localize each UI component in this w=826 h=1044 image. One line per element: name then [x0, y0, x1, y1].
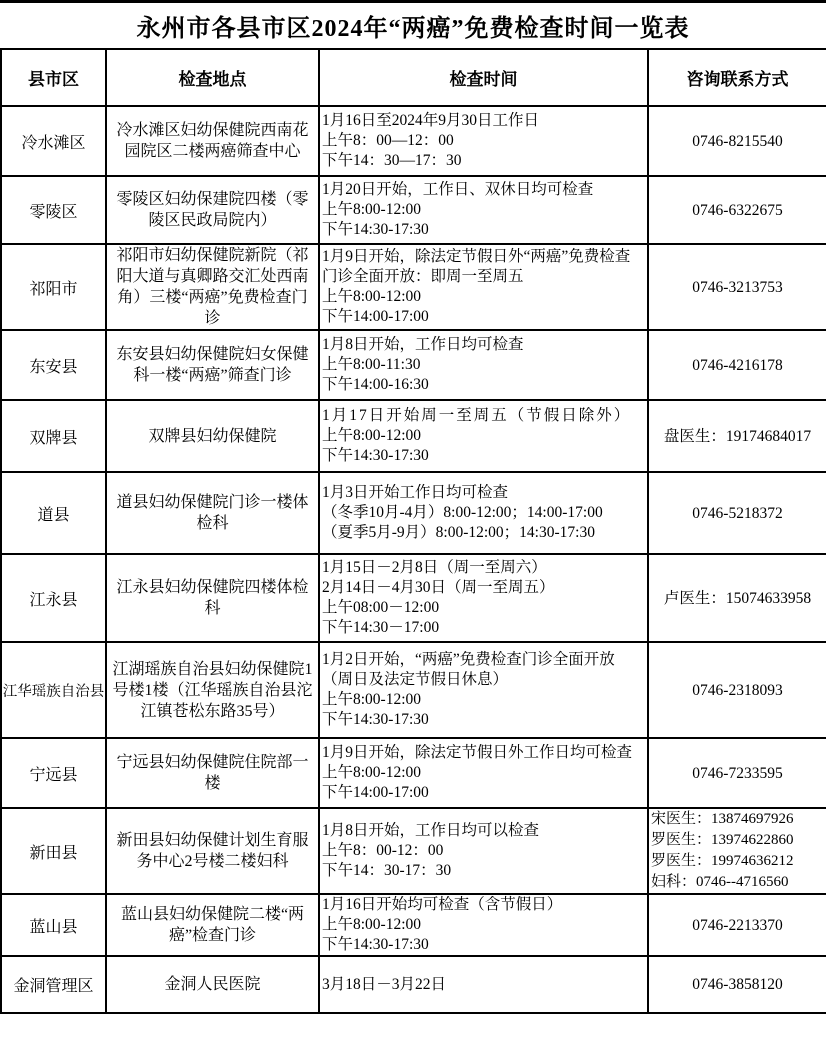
district-cell: 蓝山县	[1, 894, 106, 956]
location-cell: 双牌县妇幼保健院	[106, 400, 319, 472]
location-cell: 零陵区妇幼保建院四楼（零陵区民政局院内）	[106, 176, 319, 244]
table-row	[1, 956, 826, 1013]
contact-line: 0746-7233595	[692, 764, 783, 782]
table-row	[1, 472, 826, 554]
col-header-contact: 咨询联系方式	[648, 49, 826, 106]
time-cell	[319, 330, 648, 400]
district-cell: 零陵区	[1, 176, 106, 244]
contact-cell	[648, 642, 826, 738]
contact-cell	[648, 808, 826, 894]
table-row	[1, 554, 826, 642]
contact-cell	[648, 738, 826, 808]
contact-line: 0746-6322675	[692, 201, 783, 219]
table-row	[1, 808, 826, 894]
time-line: 1月16日至2024年9月30日工作日	[322, 112, 540, 129]
time-line: 下午14:30-17:30	[322, 447, 429, 464]
time-line: 1月17日开始周一至周五（节假日除外）	[322, 407, 632, 424]
time-line: 1月15日－2月8日（周一至周六）	[322, 559, 547, 576]
location-cell: 东安县妇幼保健院妇女保健科一楼“两癌”筛查门诊	[106, 330, 319, 400]
time-line: 上午8:00-12:00	[322, 691, 422, 708]
contact-line: 盘医生：19174684017	[663, 427, 812, 445]
time-cell	[319, 642, 648, 738]
district-cell: 新田县	[1, 808, 106, 894]
contact-cell	[648, 330, 826, 400]
location-cell: 祁阳市妇幼保健院新院（祁阳大道与真卿路交汇处西南角）三楼“两癌”免费检查门诊	[106, 244, 319, 330]
location-cell: 道县妇幼保健院门诊一楼体检科	[106, 472, 319, 554]
time-cell	[319, 894, 648, 956]
time-line: 下午14:30-17:30	[322, 936, 429, 953]
table-row	[1, 642, 826, 738]
time-line: 上午8:00-12:00	[322, 764, 422, 781]
time-line: 1月2日开始，“两癌”免费检查门诊全面开放（周日及法定节假日休息）	[322, 651, 615, 688]
contact-cell	[648, 106, 826, 176]
header-row	[1, 49, 826, 106]
contact-cell	[648, 894, 826, 956]
district-cell: 宁远县	[1, 738, 106, 808]
time-line: 1月8日开始，工作日均可以检查	[322, 822, 540, 839]
time-line: 1月20日开始，工作日、双休日均可检查	[322, 181, 594, 198]
time-line: （夏季5月-9月）8:00-12:00；14:30-17:30	[322, 524, 595, 541]
time-line: 上午8:00-12:00	[322, 916, 422, 933]
location-cell: 江湖瑶族自治县妇幼保健院1号楼1楼（江华瑶族自治县沱江镇苍松东路35号）	[106, 642, 319, 738]
time-cell	[319, 554, 648, 642]
contact-line: 0746-4216178	[692, 356, 783, 374]
contact-line: 卢医生：15074633958	[663, 589, 812, 607]
location-cell: 金洞人民医院	[106, 956, 319, 1013]
contact-line: 罗医生：19974636212	[651, 853, 794, 869]
contact-line: 0746-2318093	[692, 681, 783, 699]
district-cell: 金洞管理区	[1, 956, 106, 1013]
time-line: （冬季10月-4月）8:00-12:00；14:00-17:00	[322, 504, 603, 521]
time-line: 1月16日开始均可检查（含节假日）	[322, 896, 563, 913]
table-row	[1, 176, 826, 244]
contact-line: 妇科：0746--4716560	[651, 874, 789, 890]
contact-line: 0746-3858120	[692, 976, 783, 993]
location-cell: 宁远县妇幼保健院住院部一楼	[106, 738, 319, 808]
contact-cell	[648, 244, 826, 330]
district-cell: 江永县	[1, 554, 106, 642]
district-cell: 道县	[1, 472, 106, 554]
contact-line: 0746-2213370	[692, 916, 783, 934]
time-line: 上午8:00-12:00	[322, 288, 422, 305]
time-cell	[319, 244, 648, 330]
time-cell	[319, 106, 648, 176]
location-cell: 江永县妇幼保健院四楼体检科	[106, 554, 319, 642]
contact-line: 宋医生：13874697926	[651, 811, 794, 827]
location-cell: 蓝山县妇幼保健院二楼“两癌”检查门诊	[106, 894, 319, 956]
table-row	[1, 244, 826, 330]
table-row	[1, 106, 826, 176]
table-row	[1, 738, 826, 808]
time-cell	[319, 956, 648, 1013]
time-line: 1月9日开始，除法定节假日外工作日均可检查	[322, 744, 633, 761]
time-line: 2月14日－4月30日（周一至周五）	[322, 579, 555, 596]
time-line: 下午14:00-17:00	[322, 308, 429, 325]
time-line: 上午8:00-12:00	[322, 427, 422, 444]
time-line: 1月8日开始，工作日均可检查	[322, 336, 524, 353]
col-header-time: 检查时间	[319, 49, 648, 106]
col-header-location: 检查地点	[106, 49, 319, 106]
time-line: 下午14:30-17:30	[322, 221, 429, 238]
time-line: 下午14:00-16:30	[322, 376, 429, 393]
contact-cell	[648, 956, 826, 1013]
contact-cell	[648, 472, 826, 554]
col-header-district: 县市区	[1, 49, 106, 106]
contact-line: 0746-3213753	[692, 278, 783, 296]
time-line: 下午14:00-17:00	[322, 784, 429, 801]
time-cell	[319, 400, 648, 472]
page-title: 永州市各县市区2024年“两癌”免费检查时间一览表	[0, 0, 826, 48]
time-line: 上午8：00—12：00	[322, 132, 454, 149]
district-cell: 江华瑶族自治县	[1, 642, 106, 738]
time-line: 1月9日开始，除法定节假日外“两癌”免费检查门诊全面开放：即周一至周五	[322, 248, 631, 285]
table-row	[1, 330, 826, 400]
contact-cell	[648, 554, 826, 642]
time-line: 下午14：30—17：30	[322, 152, 462, 169]
time-line: 上午8：00-12：00	[322, 842, 444, 859]
time-line: 上午08:00－12:00	[322, 599, 440, 616]
time-line: 下午14：30-17：30	[322, 862, 452, 879]
time-cell	[319, 738, 648, 808]
time-line: 1月3日开始工作日均可检查	[322, 484, 509, 501]
location-cell: 冷水滩区妇幼保健院西南花园院区二楼两癌筛查中心	[106, 106, 319, 176]
time-line: 3月18日－3月22日	[322, 975, 447, 993]
table-row	[1, 400, 826, 472]
time-line: 下午14:30－17:00	[322, 619, 440, 636]
district-cell: 祁阳市	[1, 244, 106, 330]
contact-line: 0746-5218372	[692, 504, 783, 522]
time-line: 上午8:00-12:00	[322, 201, 422, 218]
contact-cell	[648, 176, 826, 244]
time-cell	[319, 808, 648, 894]
location-cell: 新田县妇幼保健计划生育服务中心2号楼二楼妇科	[106, 808, 319, 894]
contact-line: 罗医生：13974622860	[651, 832, 794, 848]
contact-line: 0746-8215540	[692, 132, 783, 150]
district-cell: 双牌县	[1, 400, 106, 472]
time-cell	[319, 176, 648, 244]
district-cell: 冷水滩区	[1, 106, 106, 176]
time-line: 下午14:30-17:30	[322, 711, 429, 728]
time-line: 上午8:00-11:30	[322, 356, 421, 373]
table-row	[1, 894, 826, 956]
screening-schedule-table	[0, 48, 826, 1014]
district-cell: 东安县	[1, 330, 106, 400]
time-cell	[319, 472, 648, 554]
contact-cell	[648, 400, 826, 472]
